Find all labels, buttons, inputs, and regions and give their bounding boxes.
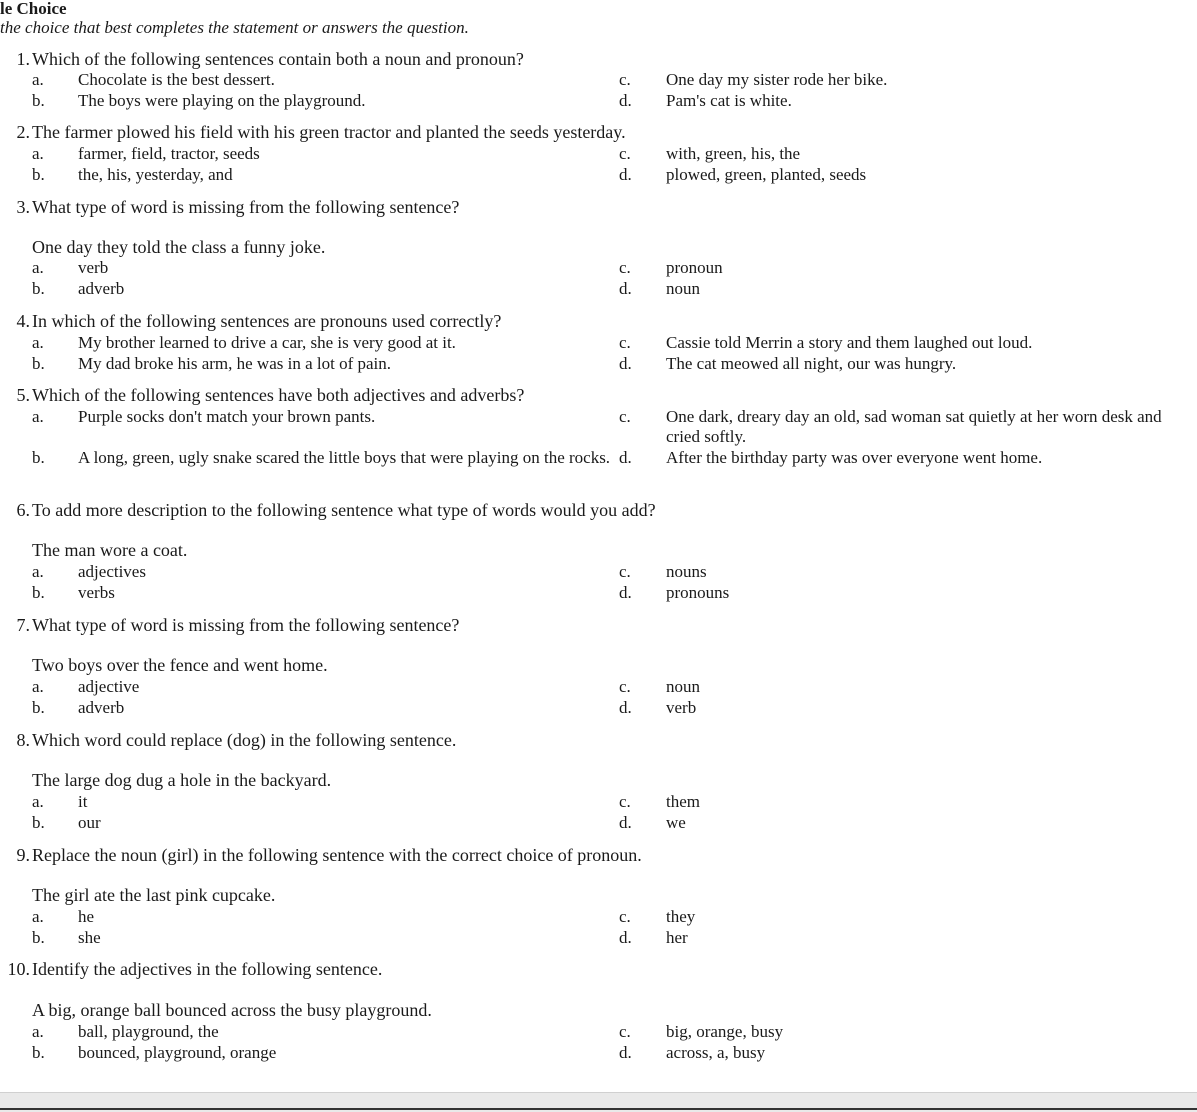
option-text: pronoun [666, 258, 723, 277]
question-sentence: The girl ate the last pink cupcake. [32, 885, 276, 905]
option-text: adverb [78, 279, 125, 298]
option-text: Pam's cat is white. [666, 91, 792, 110]
option-text: After the birthday party was over everyone went home. [666, 448, 1043, 467]
option-letter: c. [619, 333, 631, 352]
option-letter: a. [32, 70, 44, 89]
option-text: The cat meowed all night, our was hungry. [666, 354, 957, 373]
option-letter: d. [619, 354, 632, 373]
option-letter: c. [619, 792, 631, 811]
question-stem [0, 959, 382, 980]
instructions: the choice that best completes the statement or answers the question. [0, 18, 469, 37]
question-stem [0, 500, 656, 521]
option-text: plowed, green, planted, seeds [666, 165, 867, 184]
option-letter: d. [619, 91, 632, 110]
question-stem [0, 311, 501, 332]
option-text: Purple socks don't match your brown pants. [78, 407, 376, 426]
question-stem [0, 845, 642, 866]
option-text: noun [666, 279, 700, 298]
option-letter: d. [619, 698, 632, 717]
option-text: The boys were playing on the playground. [78, 91, 366, 110]
option-text: bounced, playground, orange [78, 1043, 277, 1062]
option-letter: b. [32, 279, 45, 298]
option-letter: c. [619, 907, 631, 926]
option-text: Cassie told Merrin a story and them laughed out loud. [666, 333, 1033, 352]
question-text: What type of word is missing from the following sentence? [32, 615, 460, 635]
question-text: To add more description to the following sentence what type of words would you add? [32, 500, 656, 520]
question-stem [0, 615, 459, 636]
option-text: her [666, 928, 688, 947]
option-letter: a. [32, 333, 44, 352]
option-letter: b. [32, 928, 45, 947]
option-letter: b. [32, 91, 45, 110]
option-text: adverb [78, 698, 125, 717]
option-letter: d. [619, 928, 632, 947]
option-letter: b. [32, 583, 45, 602]
question-number: 8. [16, 730, 30, 750]
option-letter: b. [32, 698, 45, 717]
question-text: The farmer plowed his field with his green tractor and planted the seeds yesterday. [32, 122, 626, 142]
option-letter: a. [32, 562, 44, 581]
option-letter: c. [619, 1022, 631, 1041]
option-text: verbs [78, 583, 115, 602]
option-text: farmer, field, tractor, seeds [78, 144, 260, 163]
option-letter: b. [32, 1043, 45, 1062]
option-letter: c. [619, 258, 631, 277]
option-text: pronouns [666, 583, 730, 602]
question-sentence: The large dog dug a hole in the backyard. [32, 770, 332, 790]
question-stem [0, 730, 456, 751]
option-text: them [666, 792, 700, 811]
option-text: it [78, 792, 88, 811]
option-text: One day my sister rode her bike. [666, 70, 888, 89]
option-letter: a. [32, 1022, 44, 1041]
option-text: adjectives [78, 562, 146, 581]
question-text: Which of the following sentences have both adjectives and adverbs? [32, 385, 525, 405]
question-stem [0, 385, 524, 406]
question-number: 3. [16, 197, 30, 217]
option-letter: b. [32, 448, 45, 467]
option-text: nouns [666, 562, 707, 581]
question-number: 2. [16, 122, 30, 142]
option-letter: b. [32, 354, 45, 373]
question-text: What type of word is missing from the following sentence? [32, 197, 460, 217]
question-number: 7. [16, 615, 30, 635]
question-stem [0, 197, 459, 218]
option-letter: a. [32, 407, 44, 426]
option-text: big, orange, busy [666, 1022, 784, 1041]
question-text: In which of the following sentences are pronouns used correctly? [32, 311, 502, 331]
option-text: she [78, 928, 101, 947]
question-number: 4. [16, 311, 30, 331]
option-letter: a. [32, 258, 44, 277]
option-letter: a. [32, 677, 44, 696]
question-sentence: The man wore a coat. [32, 540, 188, 560]
option-text: My brother learned to drive a car, she is very good at it. [78, 333, 456, 352]
option-text: noun [666, 677, 700, 696]
option-letter: b. [32, 813, 45, 832]
option-text: we [666, 813, 686, 832]
question-number: 5. [16, 385, 30, 405]
page-bottom-divider [0, 1108, 1197, 1110]
question-text: Replace the noun (girl) in the following sentence with the correct choice of pronoun. [32, 845, 642, 865]
option-text: verb [78, 258, 109, 277]
question-stem [0, 122, 626, 143]
question-stem [0, 49, 524, 70]
question-text: Which word could replace (dog) in the following sentence. [32, 730, 457, 750]
option-text: with, green, his, the [666, 144, 801, 163]
option-letter: c. [619, 562, 631, 581]
option-letter: d. [619, 279, 632, 298]
question-number: 10. [7, 959, 30, 979]
option-text: our [78, 813, 101, 832]
option-text: adjective [78, 677, 140, 696]
option-letter: c. [619, 677, 631, 696]
option-letter: c. [619, 70, 631, 89]
option-text: My dad broke his arm, he was in a lot of pain. [78, 354, 392, 373]
option-text: they [666, 907, 696, 926]
option-letter: a. [32, 144, 44, 163]
question-sentence: One day they told the class a funny joke. [32, 237, 326, 257]
question-text: Which of the following sentences contain both a noun and pronoun? [32, 49, 524, 69]
option-text: Chocolate is the best dessert. [78, 70, 275, 89]
question-number: 9. [16, 845, 30, 865]
option-text: across, a, busy [666, 1043, 766, 1062]
question-number: 1. [16, 49, 30, 69]
option-text: A long, green, ugly snake scared the little boys that were playing on the rocks. [78, 448, 611, 467]
section-heading: le Choice [0, 0, 67, 18]
option-text: verb [666, 698, 697, 717]
option-letter: c. [619, 407, 631, 426]
option-letter: b. [32, 165, 45, 184]
question-number: 6. [16, 500, 30, 520]
question-text: Identify the adjectives in the following sentence. [32, 959, 383, 979]
option-letter: d. [619, 1043, 632, 1062]
question-sentence: A big, orange ball bounced across the busy playground. [32, 1000, 432, 1020]
option-letter: c. [619, 144, 631, 163]
option-text: the, his, yesterday, and [78, 165, 233, 184]
option-letter: d. [619, 583, 632, 602]
option-text: One dark, dreary day an old, sad woman sat quietly at her worn desk and cried softly. [666, 407, 1162, 446]
option-text: ball, playground, the [78, 1022, 219, 1041]
option-letter: a. [32, 792, 44, 811]
option-text: he [78, 907, 95, 926]
option-letter: d. [619, 165, 632, 184]
question-sentence: Two boys over the fence and went home. [32, 655, 328, 675]
option-letter: a. [32, 907, 44, 926]
option-letter: d. [619, 813, 632, 832]
option-letter: d. [619, 448, 632, 467]
